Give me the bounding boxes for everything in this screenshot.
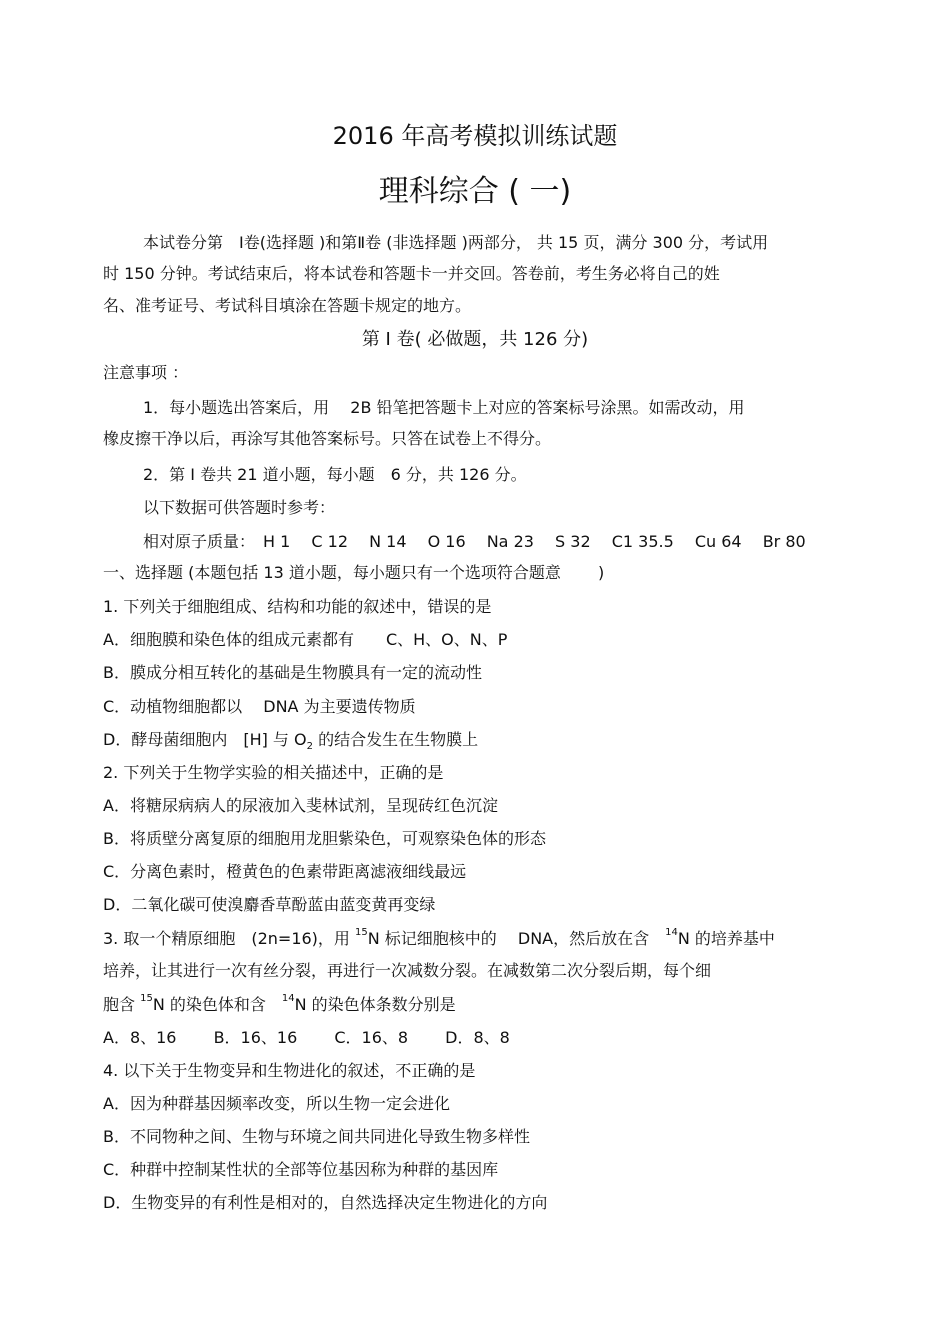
question-4-option-b: B．不同物种之间、生物与环境之间共同进化导致生物多样性	[103, 1127, 530, 1146]
question-1-option-c: C．动植物细胞都以 DNA 为主要遗传物质	[103, 697, 416, 716]
question-4-option-a: A．因为种群基因频率改变，所以生物一定会进化	[103, 1094, 450, 1113]
question-3-options: A．8、16 B．16、16 C．16、8 D．8、8	[103, 1028, 510, 1047]
note-1-line-2: 橡皮擦干净以后，再涂写其他答案标号。只答在试卷上不得分。	[103, 429, 552, 448]
question-4-option-c: C．种群中控制某性状的全部等位基因称为种群的基因库	[103, 1160, 499, 1179]
question-1-option-b: B．膜成分相互转化的基础是生物膜具有一定的流动性	[103, 663, 482, 682]
question-2-option-c: C．分离色素时，橙黄色的色素带距离滤液细线最远	[103, 862, 467, 881]
atomic-mass-line: 相对原子质量： H 1 C 12 N 14 O 16 Na 23 S 32 C1 35.5 Cu 64 Br 80	[143, 532, 806, 551]
exam-title: 2016 年高考模拟训练试题	[332, 122, 618, 150]
intro-line-3: 名、准考证号、考试科目填涂在答题卡规定的地方。	[103, 296, 472, 315]
intro-line-2: 时 150 分钟。考试结束后，将本试卷和答题卡一并交回。答卷前，考生务必将自己的姓	[103, 264, 720, 283]
reference-data-label: 以下数据可供答题时参考：	[143, 498, 336, 517]
question-2-stem: 2. 下列关于生物学实验的相关描述中，正确的是	[103, 763, 444, 782]
section-heading: 第 Ⅰ 卷( 必做题，共 126 分)	[361, 329, 589, 350]
notes-label: 注意事项 ：	[103, 363, 189, 382]
question-2-option-d: D．二氧化碳可使溴麝香草酚蓝由蓝变黄再变绿	[103, 895, 436, 914]
choice-section-heading: 一、选择题 (本题包括 13 道小题，每小题只有一个选项符合题意 )	[103, 563, 605, 582]
note-2: 2．第 Ⅰ 卷共 21 道小题，每小题 6 分，共 126 分。	[143, 465, 527, 484]
note-1-line-1: 1．每小题选出答案后，用 2B 铅笔把答题卡上对应的答案标号涂黑。如需改动，用	[143, 398, 745, 417]
question-2-option-a: A．将糖尿病病人的尿液加入斐林试剂，呈现砖红色沉淀	[103, 796, 498, 815]
question-4-stem: 4. 以下关于生物变异和生物进化的叙述，不正确的是	[103, 1061, 476, 1080]
question-3-stem-line-3: 胞含 $^{15}$N 的染色体和含 $^{14}$N 的染色体条数分别是	[103, 993, 456, 1014]
question-1-option-a: A．细胞膜和染色体的组成元素都有 C、H、O、N、P	[103, 630, 508, 649]
exam-subtitle: 理科综合 ( 一)	[378, 174, 572, 209]
intro-line-1: 本试卷分第 Ⅰ卷(选择题 )和第Ⅱ卷 (非选择题 )两部分， 共 15 页，满分 300 分，考试用	[143, 233, 769, 252]
question-1-option-d: D．酵母菌细胞内 [H] 与 $O_2$ 的结合发生在生物膜上	[103, 730, 479, 753]
question-3-stem-line-2: 培养，让其进行一次有丝分裂，再进行一次减数分裂。在减数第二次分裂后期，每个细	[103, 961, 712, 980]
question-1-stem: 1. 下列关于细胞组成、结构和功能的叙述中，错误的是	[103, 597, 492, 616]
question-4-option-d: D．生物变异的有利性是相对的，自然选择决定生物进化的方向	[103, 1193, 548, 1212]
question-2-option-b: B．将质壁分离复原的细胞用龙胆紫染色，可观察染色体的形态	[103, 829, 546, 848]
question-3-stem-line-1: 3. 取一个精原细胞 (2n=16)，用 $^{15}$N 标记细胞核中的 DNA，然后放在含 $^{14}$N 的培养基中	[103, 927, 775, 948]
